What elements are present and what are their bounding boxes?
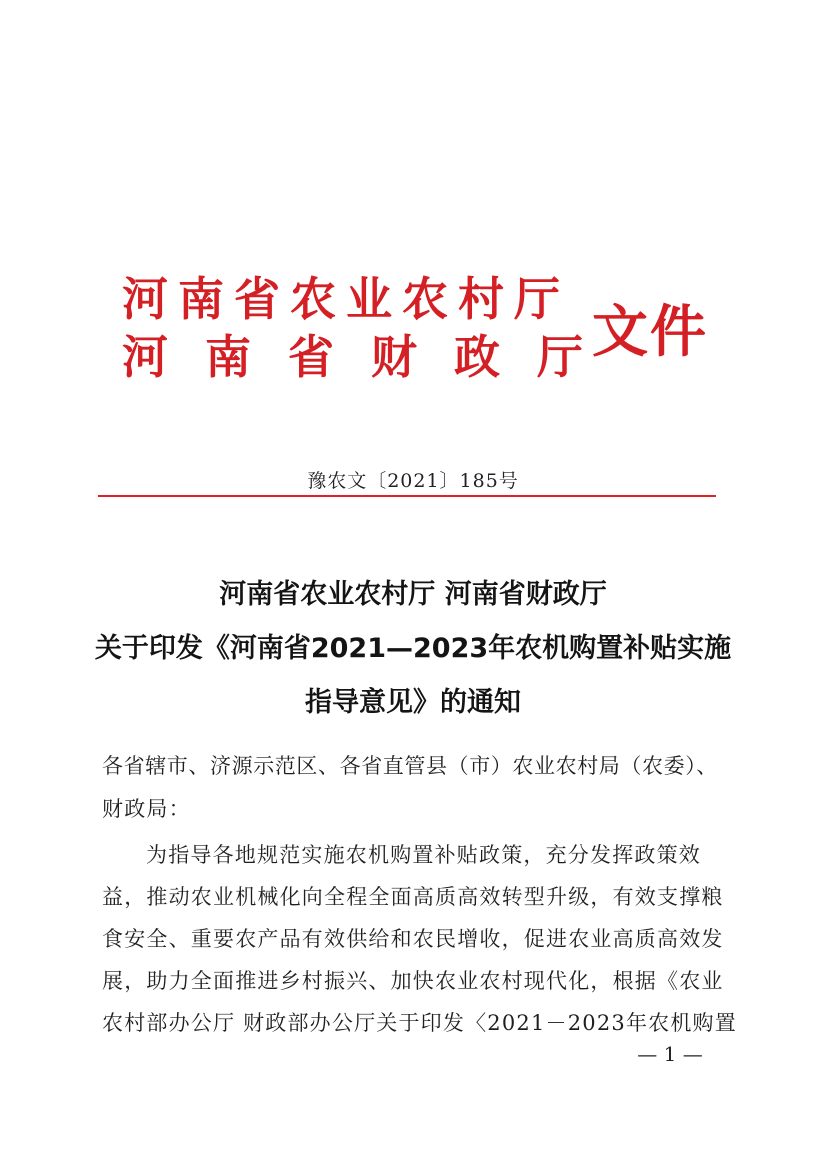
document-type-label: 文件 <box>592 299 708 365</box>
salutation-line-1: 各省辖市、济源示范区、各省直管县（市）农业农村局（农委）、 <box>102 754 718 778</box>
red-divider-line <box>98 495 716 497</box>
title-line-2: 关于印发《河南省2021—2023年农机购置补贴实施 <box>94 633 732 664</box>
body-line-2: 益，推动农业机械化向全程全面高质高效转型升级，有效支撑粮 <box>102 885 724 909</box>
body-line-3: 食安全、重要农产品有效供给和农民增收，促进农业高质高效发 <box>102 927 724 951</box>
body-line-5: 农村部办公厅 财政部办公厅关于印发〈2021－2023年农机购置 <box>102 1011 737 1035</box>
title-line-3: 指导意见》的通知 <box>305 687 521 718</box>
body-line-4: 展，助力全面推进乡村振兴、加快农业农村现代化，根据《农业 <box>102 969 724 993</box>
issuer-header <box>122 272 722 392</box>
title-line-1: 河南省农业农村厅 河南省财政厅 <box>219 579 607 610</box>
issuer-finance-department: 河南省财政厅 <box>122 330 620 384</box>
body-line-1: 为指导各地规范实施农机购置补贴政策，充分发挥政策效 <box>146 843 701 867</box>
salutation-line-2: 财政局： <box>102 797 191 821</box>
issuer-agriculture-department: 河南省农业农村厅 <box>122 272 570 326</box>
page-number: — 1 — <box>637 1042 703 1066</box>
document-number: 豫农文〔2021〕185号 <box>307 470 519 492</box>
